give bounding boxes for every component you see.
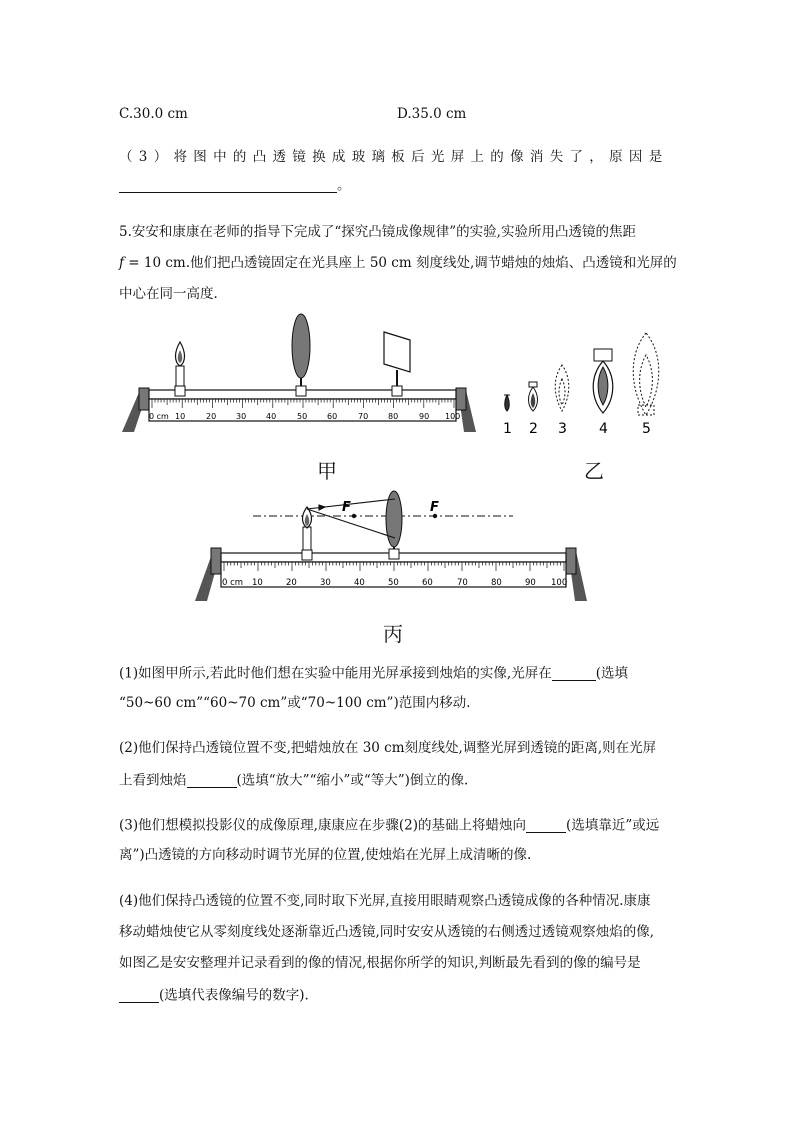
tick-label-20: 20: [286, 578, 297, 588]
tick-label-100: 100: [551, 578, 568, 588]
q2-answer-blank[interactable]: [187, 773, 237, 788]
q1-text: (1)如图甲所示,若此时他们想在实验中能用光屏承接到烛焰的实像,光屏在: [119, 665, 552, 682]
focus-label-left: F: [342, 500, 351, 515]
tick-label-60: 60: [327, 412, 338, 421]
q1-text-end: (选填: [595, 665, 628, 682]
prev-q3-answer-row: [119, 178, 351, 193]
tick-label-90: 90: [525, 578, 536, 588]
tick-label-80: 80: [388, 412, 399, 421]
left-end-block: [139, 388, 149, 410]
problem5-intro-line1: 5.安安和康康在老师的指导下完成了“探究凸镜成像规律”的实验,实验所用凸透镜的焦距: [119, 224, 636, 240]
tick-label-40: 40: [354, 578, 365, 588]
q2-text-end: (选填“放大”“缩小”或“等大”)倒立的像.: [236, 772, 469, 789]
candle: [175, 342, 185, 396]
q3-answer-blank[interactable]: [526, 818, 566, 833]
image-3: [555, 365, 569, 411]
tick-label-0: 0 cm: [149, 412, 169, 421]
focus-label-right: F: [430, 500, 439, 515]
tick-label-60: 60: [422, 578, 433, 588]
q3-text-start: (3)他们想模拟投影仪的成像原理,康康应在步骤(2)的基础上将蜡烛向: [119, 817, 527, 834]
focal-value: = 10 cm: [124, 255, 186, 271]
prev-q3-end: 。: [337, 177, 351, 194]
tick-label-40: 40: [266, 412, 277, 421]
option-c: C.30.0 cm: [119, 106, 188, 122]
light-screen: [384, 332, 410, 396]
image-5: [633, 333, 659, 415]
figure-label-yi: 乙: [584, 459, 604, 483]
image-number-2: 2: [529, 421, 538, 437]
tick-label-10: 10: [175, 412, 186, 421]
image-number-4: 4: [599, 421, 608, 437]
figure-jia: [118, 310, 478, 435]
q4-line3: 如图乙是安安整理并记录看到的像的情况,根据你所学的知识,判断最先看到的像的编号是: [119, 955, 641, 971]
problem5-intro-line2-rest: .他们把凸透镜固定在光具座上 50 cm 刻度线处,调节蜡烛的烛焰、凸透镜和光屏的: [185, 255, 677, 271]
tick-label-20: 20: [206, 412, 217, 421]
image-number-5: 5: [642, 421, 651, 437]
q4-text-end: (选填代表像编号的数字).: [159, 987, 309, 1004]
q3-line2: 离”)凸透镜的方向移动时调节光屏的位置,使烛焰在光屏上成清晰的像.: [119, 847, 532, 863]
tick-label-30: 30: [320, 578, 331, 588]
light-rays: [307, 499, 395, 538]
tick-label-0: 0 cm: [222, 578, 244, 588]
image-number-3: 3: [558, 421, 567, 437]
figure-label-bing: 丙: [383, 622, 403, 646]
option-d: D.35.0 cm: [397, 106, 467, 122]
q1-line2: “50~60 cm”“60~70 cm”或“70~100 cm”)范围内移动.: [119, 695, 471, 711]
image-4: [593, 349, 613, 413]
q4-answer-blank[interactable]: [119, 988, 159, 1003]
figure-yi: [496, 325, 671, 440]
focus-point-left: [352, 514, 356, 518]
q4-line4: [119, 988, 309, 1003]
image-1: [504, 395, 510, 411]
tick-label-100: 100: [445, 412, 461, 421]
tick-label-50: 50: [297, 412, 308, 421]
q1-answer-blank[interactable]: [552, 666, 596, 681]
answer-blank[interactable]: [119, 178, 337, 193]
tick-label-80: 80: [491, 578, 502, 588]
q3-line1: [119, 818, 659, 833]
right-end-block: [566, 548, 576, 574]
q2-line1: (2)他们保持凸透镜位置不变,把蜡烛放在 30 cm刻度线处,调整光屏到透镜的距离,则在光屏: [119, 740, 657, 756]
tick-label-70: 70: [457, 578, 468, 588]
tick-label-70: 70: [358, 412, 369, 421]
focal-symbol: f: [119, 255, 124, 271]
q2-line2: [119, 773, 468, 788]
arrow-icon: [319, 505, 325, 510]
left-end-block: [211, 548, 221, 574]
focal-ray: [307, 509, 395, 538]
q4-line2: 移动蜡烛使它从零刻度线处逐渐靠近凸透镜,同时安安从透镜的右侧透过透镜观察烛焰的像,: [119, 924, 655, 940]
right-end-block: [456, 388, 466, 410]
figure-label-jia: 甲: [317, 459, 337, 483]
tick-label-30: 30: [236, 412, 247, 421]
tick-label-10: 10: [252, 578, 263, 588]
figure-bing: [195, 485, 590, 607]
image-2: [529, 382, 538, 411]
candle: [302, 507, 312, 560]
problem5-intro-line2: [119, 257, 677, 271]
q1-line1: [119, 666, 628, 681]
q3-text-end: (选填靠近”或远: [566, 817, 660, 834]
tick-label-90: 90: [419, 412, 430, 421]
image-number-1: 1: [503, 421, 512, 437]
convex-lens: [386, 491, 402, 559]
q2-text-start: 上看到烛焰: [119, 772, 187, 789]
tick-label-50: 50: [388, 578, 399, 588]
problem5-intro-line3: 中心在同一高度.: [119, 286, 218, 302]
q4-line1: (4)他们保持凸透镜的位置不变,同时取下光屏,直接用眼睛观察凸透镜成像的各种情况.康康: [119, 893, 651, 909]
convex-lens: [292, 314, 310, 396]
prev-q3-text: （3）将图中的凸透镜换成玻璃板后光屏上的像消失了，原因是: [119, 149, 669, 165]
